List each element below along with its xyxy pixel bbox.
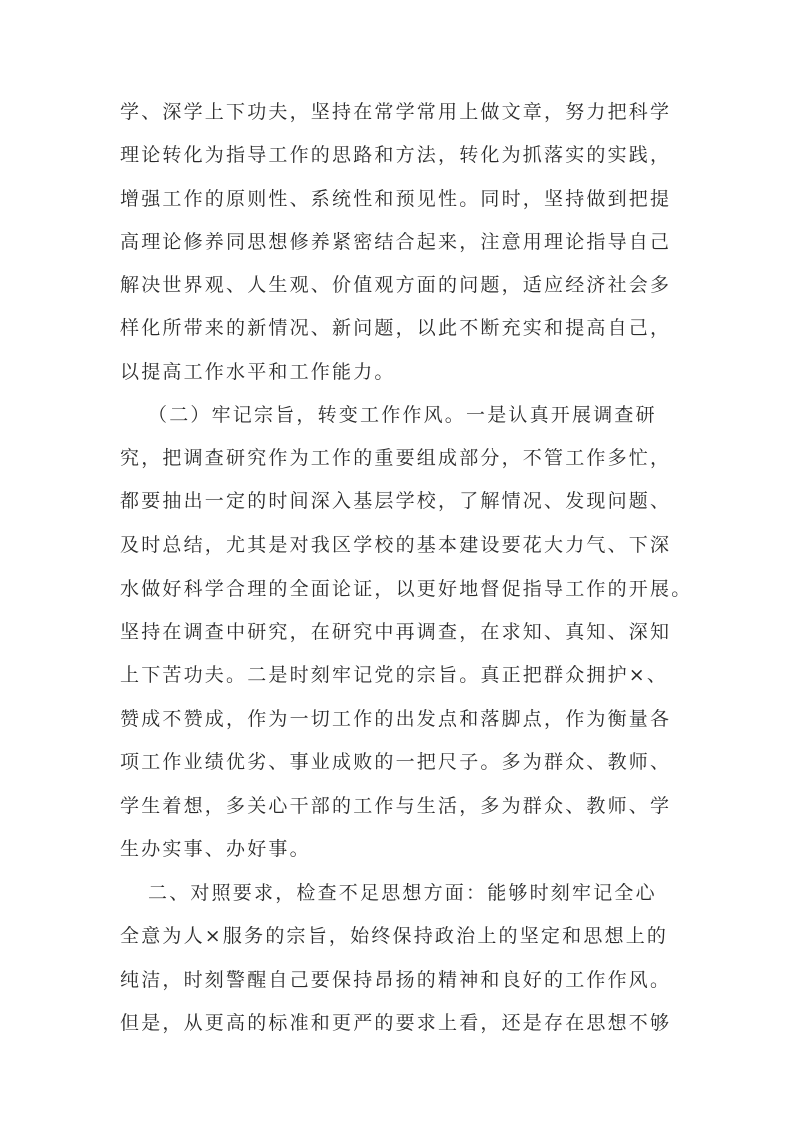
text-line: 都要抽出一定的时间深入基层学校，了解情况、发现问题、	[120, 490, 672, 512]
text-line: 赞成不赞成，作为一切工作的出发点和落脚点，作为衡量各	[120, 708, 672, 730]
text-line: 样化所带来的新情况、新问题，以此不断充实和提高自己，	[120, 317, 672, 339]
text-line: 及时总结，尤其是对我区学校的基本建设要花大力气、下深	[120, 534, 672, 556]
text-line: 学生着想，多关心干部的工作与生活，多为群众、教师、学	[120, 795, 672, 817]
text-line: 增强工作的原则性、系统性和预见性。同时，坚持做到把提	[120, 188, 672, 210]
text-line: 纯洁，时刻警醒自己要保持昂扬的精神和良好的工作作风。	[120, 969, 672, 991]
text-line: 理论转化为指导工作的思路和方法，转化为抓落实的实践，	[120, 144, 672, 166]
text-line: 生办实事、办好事。	[120, 838, 311, 860]
text-line: 学、深学上下功夫，坚持在常学常用上做文章，努力把科学	[120, 101, 672, 123]
text-line: 解决世界观、人生观、价值观方面的问题，适应经济社会多	[120, 274, 672, 296]
text-line: 水做好科学合理的全面论证，以更好地督促指导工作的开展。	[120, 578, 693, 600]
text-line: 究，把调查研究作为工作的重要组成部分，不管工作多忙，	[120, 447, 672, 469]
section-heading-line: 二、对照要求，检查不足思想方面：能够时刻牢记全心	[148, 882, 657, 904]
text-line: 全意为人×服务的宗旨，始终保持政治上的坚定和思想上的	[120, 925, 669, 947]
text-line: 高理论修养同思想修养紧密结合起来，注意用理论指导自己	[120, 231, 672, 253]
text-line: 但是，从更高的标准和更严的要求上看，还是存在思想不够	[120, 1012, 672, 1034]
paragraph-heading-line: （二）牢记宗旨，转变工作作风。一是认真开展调查研	[148, 404, 657, 426]
text-line: 以提高工作水平和工作能力。	[120, 361, 396, 383]
text-line: 坚持在调查中研究，在研究中再调查，在求知、真知、深知	[120, 621, 672, 643]
text-line: 上下苦功夫。二是时刻牢记党的宗旨。真正把群众拥护×、	[120, 664, 669, 686]
text-line: 项工作业绩优劣、事业成败的一把尺子。多为群众、教师、	[120, 751, 672, 773]
